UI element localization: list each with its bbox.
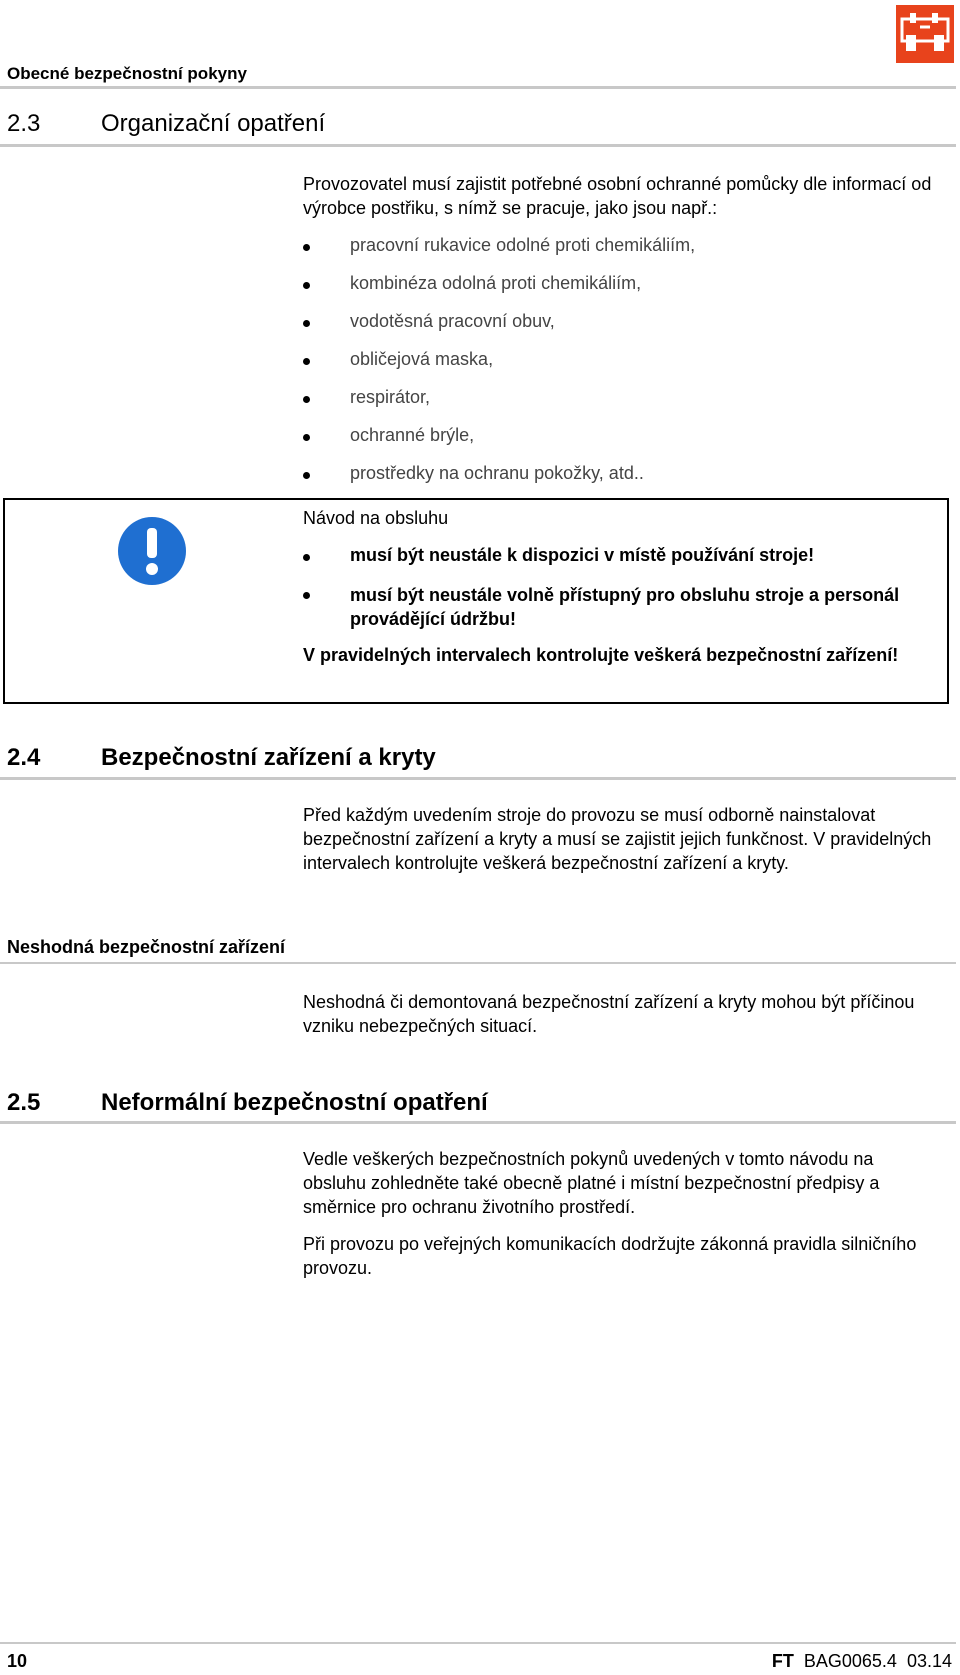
footer-rule (0, 1642, 956, 1644)
section-heading-2-3: 2.3 Organizační opatření (7, 110, 326, 137)
bullet-icon (303, 434, 310, 441)
amazone-logo (896, 5, 954, 63)
page-number: 10 (7, 1651, 28, 1671)
bullet-icon (303, 472, 310, 479)
notice-heading: Návod na obsluhu (303, 508, 449, 528)
section-heading-2-5: 2.5 Neformální bezpečnostní opatření (7, 1089, 488, 1116)
bullet-icon (303, 554, 310, 561)
section-heading-2-4: 2.4 Bezpečnostní zařízení a kryty (7, 744, 436, 771)
bullet-icon (303, 244, 310, 251)
section-2-5-body-1: Vedle veškerých bezpečnostních pokynů uvedených v tomto návodu na obsluhu zohledněte také obecně platné i místní bezpečnostní předpisy a směrnice pro ochranu životního prostředí. (303, 1149, 880, 1217)
bullet-icon (303, 592, 310, 599)
bullet-icon (303, 358, 310, 365)
bullet-icon (303, 396, 310, 403)
exclamation-circle-icon (117, 516, 187, 591)
subsection-rule (0, 962, 956, 964)
intro-paragraph: Provozovatel musí zajistit potřebné osobní ochranné pomůcky dle informací od výrobce postřiku, s nímž se pracuje, jako jsou např.: (303, 174, 932, 218)
bullet-icon (303, 320, 310, 327)
page-header-title: Obecné bezpečnostní pokyny (7, 64, 247, 83)
bullet-icon (303, 282, 310, 289)
header-rule (0, 86, 956, 89)
section-rule (0, 777, 956, 780)
subsection-body: Neshodná či demontovaná bezpečnostní zařízení a kryty mohou být příčinou vzniku nebezpečných situací. (303, 992, 915, 1036)
section-rule (0, 144, 956, 147)
section-rule (0, 1121, 956, 1124)
section-2-4-body: Před každým uvedením stroje do provozu se musí odborně nainstalovat bezpečnostní zařízení a kryty a musí se zajistit jejich funkčnost. V pravidelných intervalech kontrolujte veškerá bezpečnostní zařízení a kryty. (303, 805, 932, 873)
notice-footer: V pravidelných intervalech kontrolujte veškerá bezpečnostní zařízení! (303, 645, 899, 665)
section-2-5-body-2: Při provozu po veřejných komunikacích dodržujte zákonná pravidla silničního provozu. (303, 1234, 917, 1278)
document-id: FT BAG0065.4 03.14 (771, 1651, 952, 1671)
subsection-title: Neshodná bezpečnostní zařízení (7, 937, 286, 957)
